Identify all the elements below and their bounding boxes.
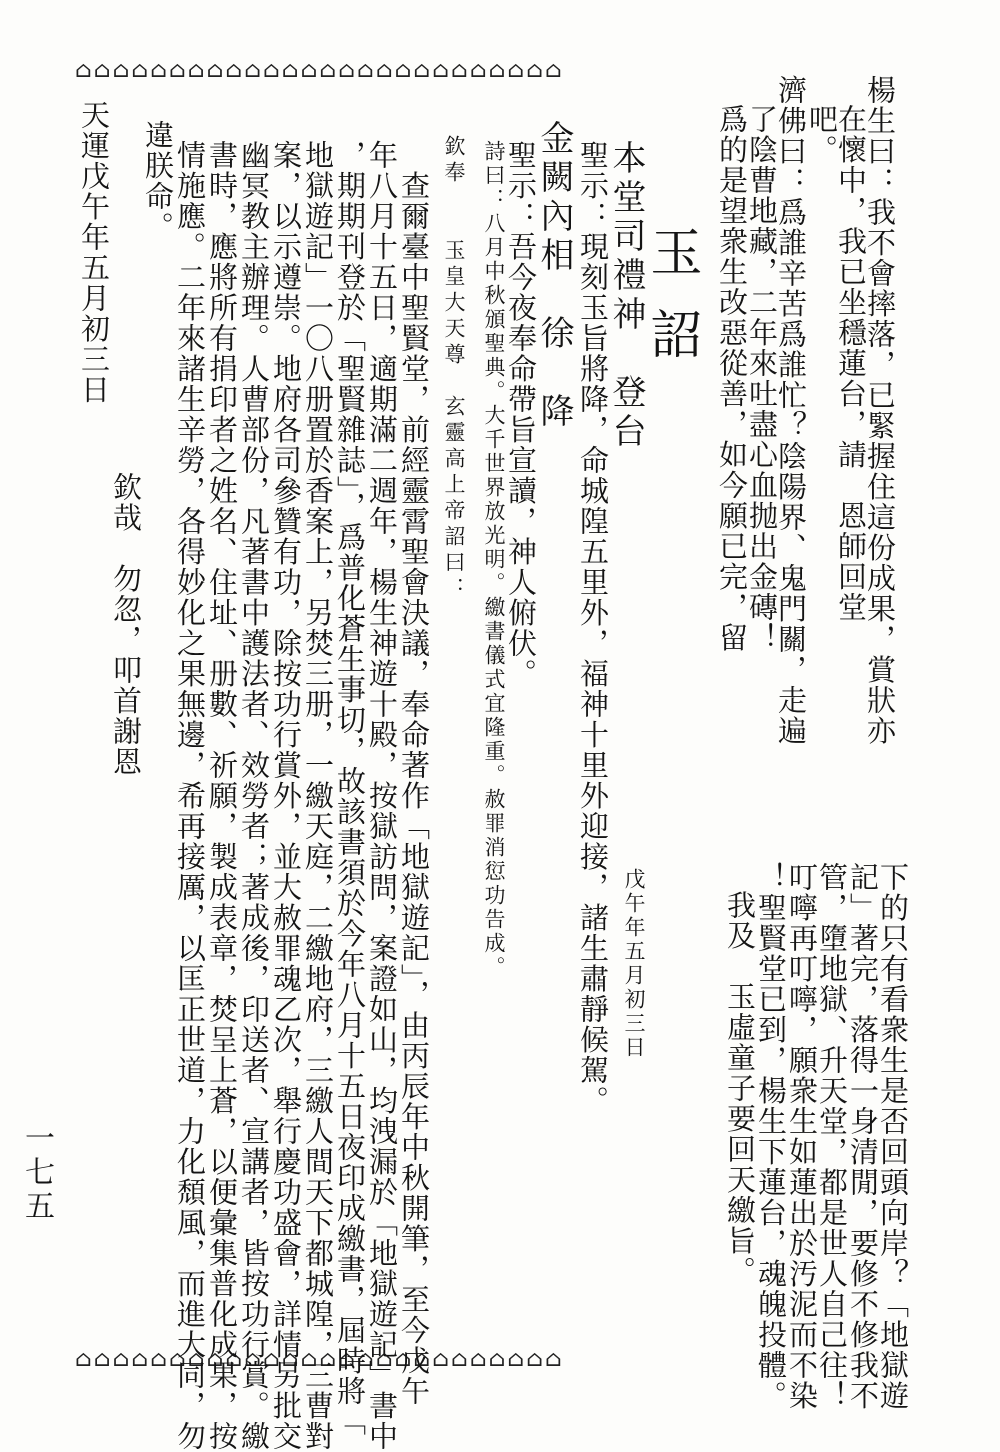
right-top-line-3: 吧。 [805,104,839,165]
heading-jinque-neixiang: 金闕內相 徐 降 [534,120,574,432]
right-bottom-line-6: 我及 玉虛童子要回天繳旨。 [723,890,757,1287]
poem: 詩曰：八月中秋頒聖典。大千世界放光明。繳書儀式宜隆重。赦罪消愆功告成。 [482,140,506,980]
sheng-shi-2: 聖示：吾今夜奉命帶旨宣讀，神人俯伏。 [504,140,538,689]
edict-body-line-6: 幽冥教主辦理。人曹部份，凡著書中護法者、效勞者；著成後，印送者、宣講者，皆按功行賞。繳 [237,140,271,1452]
right-bottom-line-4: 叮嚀再叮嚀，願衆生如蓮出於汚泥而不染 [785,862,819,1411]
edict-body-line-9: 違朕命。 [141,120,175,242]
right-bottom-line-1: 下的只有看衆生是否回頭向岸？「地獄遊 [876,862,910,1411]
right-top-line-5: 了陰曹地藏，二年來吐盡心血抛出金磚！ [745,104,779,653]
edict-body-line-5: 案，以示遵崇。地府各司參贊有功，除按功行賞外，並大赦罪魂乙次，舉行慶功盛會，詳情另批交 [269,140,303,1452]
page-number: 一七五 [19,1122,54,1224]
qinfeng-line: 欽奉 玉皇大天尊 玄靈高上帝詔曰： [442,135,466,603]
right-bottom-line-5: ！聖賢堂已到，楊生下蓮台，魂魄投體。 [754,862,788,1411]
edict-body-line-3: ，期期刊登於「聖賢雜誌」，爲普化蒼生事切，故該書須於今年八月十五日夜印成繳書，屆時將「 [333,140,367,1437]
edict-body-line-2: 年八月十五日，適期滿二週年，楊生神遊十殿，按獄訪問，案證如山，均洩漏於「地獄遊記」書中 [365,140,399,1452]
right-top-line-6: 爲的是望衆生改惡從善，如今願已完，留 [715,104,749,653]
edict-title: 玉詔 [641,225,701,389]
right-top-line-2: 在懷中，我已坐穩蓮台，請 恩師回堂 [834,104,868,623]
heading-sililishen: 本堂司禮神 登台 [606,140,646,452]
edict-body-line-1: 查爾臺中聖賢堂，前經靈霄聖會決議，奉命著作「地獄遊記」，由丙辰年中秋開筆，至今戊午 [397,140,431,1407]
right-bottom-line-2: 記」著完，落得一身清閒，要修不修我不 [846,862,880,1411]
ornamental-border-bottom: ⌂⌂⌂⌂⌂⌂⌂⌂⌂⌂⌂⌂⌂⌂⌂⌂⌂⌂⌂⌂⌂⌂⌂⌂⌂⌂ [75,1347,564,1372]
date-tianyun: 天運戊午年五月初三日 [77,100,111,405]
sheng-shi-1: 聖示：現刻玉旨將降，命城隍五里外，福神十里外迎接，諸生肅靜候駕。 [576,140,610,1116]
closing-qinzai: 欽哉 勿忽，叩首謝恩 [109,472,143,777]
edict-body-line-7: 書時，應將所有捐印者之姓名、住址、册數、祈願，製成表章，焚呈上蒼，以便彙集普化成果，按 [205,140,239,1452]
right-bottom-line-3: 管，墮地獄、升天堂，都是世人自己往！ [815,862,849,1411]
edict-body-line-4: 地獄遊記」一〇八册置於香案上，另焚三册，一繳天庭，二繳地府，三繳人間天下都城隍，三曹對 [301,140,335,1452]
date-wuwu-1: 戊午年五月初三日 [622,868,646,1060]
right-top-line-4: 濟佛曰：爲誰辛苦爲誰忙？陰陽界、鬼門關，走遍 [774,75,808,746]
ornamental-border-top: ⌂⌂⌂⌂⌂⌂⌂⌂⌂⌂⌂⌂⌂⌂⌂⌂⌂⌂⌂⌂⌂⌂⌂⌂⌂⌂ [75,58,564,83]
edict-body-line-8: 情施應。二年來諸生辛勞，各得妙化之果無邊，希再接厲，以匡正世道，力化頹風，而進大同，勿 [173,140,207,1452]
right-top-line-1: 楊生曰：我不會摔落，已緊握住這份成果，賞狀亦 [863,75,897,746]
